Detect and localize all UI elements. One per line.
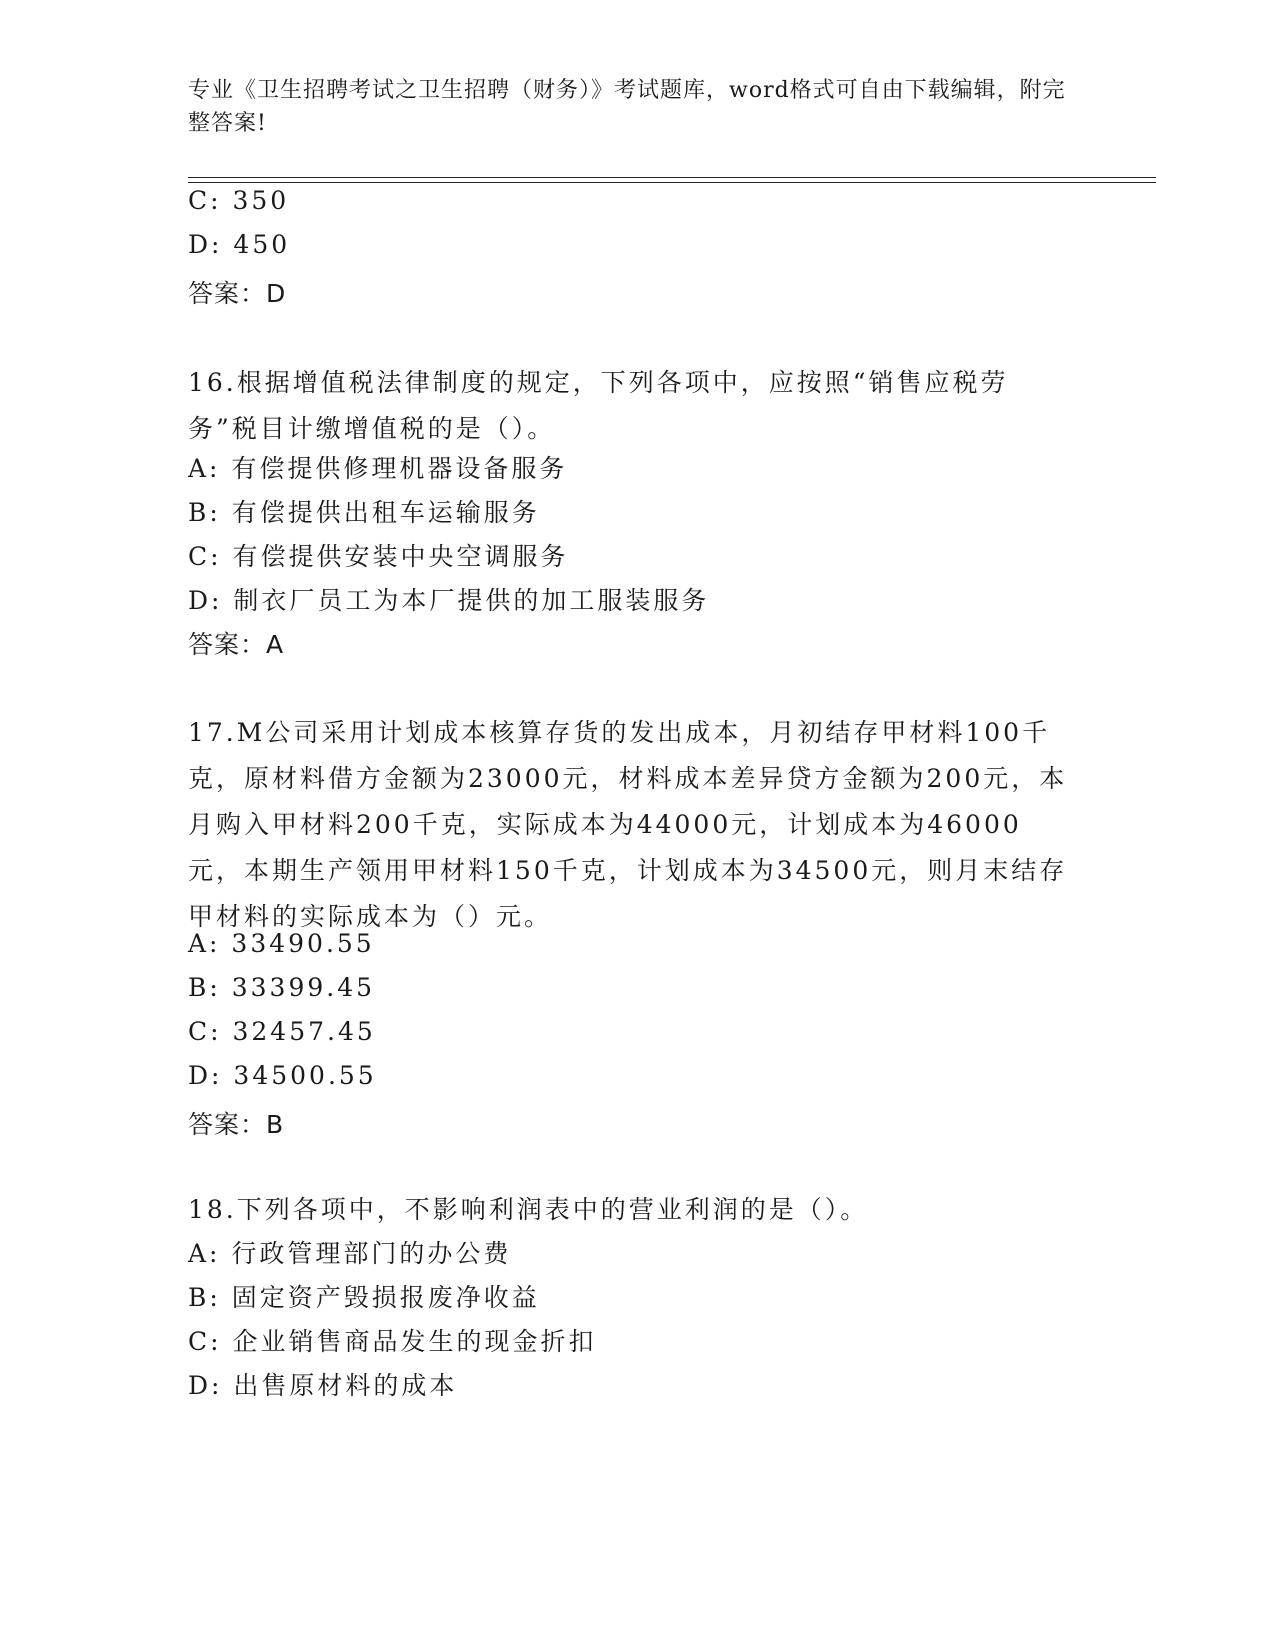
q16-answer: 答案：A <box>188 630 285 659</box>
q16-option-b: B: 有偿提供出租车运输服务 <box>188 498 540 527</box>
q17-option-d: D: 34500.55 <box>188 1061 377 1090</box>
q17-option-a: A: 33490.55 <box>188 929 375 958</box>
q15-option-d: D: 450 <box>188 230 291 259</box>
q17-answer: 答案：B <box>188 1110 285 1139</box>
q15-answer: 答案：D <box>188 279 287 308</box>
document-header: 专业《卫生招聘考试之卫生招聘（财务）》考试题库，word格式可自由下载编辑，附完整答案! <box>188 78 1066 136</box>
q18-stem: 18.下列各项中，不影响利润表中的营业利润的是（）。 <box>188 1195 869 1224</box>
q18-option-a: A: 行政管理部门的办公费 <box>188 1239 512 1268</box>
q15-option-c: C: 350 <box>188 186 290 215</box>
q16-option-a: A: 有偿提供修理机器设备服务 <box>188 454 568 483</box>
header-rule-top <box>188 177 1156 178</box>
q18-option-b: B: 固定资产毁损报废净收益 <box>188 1283 540 1312</box>
header-rule-bottom <box>188 182 1156 183</box>
q17-stem: 17.M公司采用计划成本核算存货的发出成本，月初结存甲材料100千克，原材料借方金额为23000元，材料成本差异贷方金额为200元，本月购入甲材料200千克，实际成本为44000元，计划成本为46000元，本期生产领用甲材料150千克，计划成本为34500元，则月末结存甲材料的实际成本为（）元。 <box>188 718 1068 931</box>
q16-stem: 16.根据增值税法律制度的规定，下列各项中，应按照“销售应税劳务”税目计缴增值税的是（）。 <box>188 368 1009 443</box>
q16-option-c: C: 有偿提供安装中央空调服务 <box>188 542 569 571</box>
q18-option-d: D: 出售原材料的成本 <box>188 1371 458 1400</box>
q18-option-c: C: 企业销售商品发生的现金折扣 <box>188 1327 597 1356</box>
q17-option-b: B: 33399.45 <box>188 973 376 1002</box>
q17-option-c: C: 32457.45 <box>188 1017 376 1046</box>
q16-option-d: D: 制衣厂员工为本厂提供的加工服装服务 <box>188 586 710 615</box>
